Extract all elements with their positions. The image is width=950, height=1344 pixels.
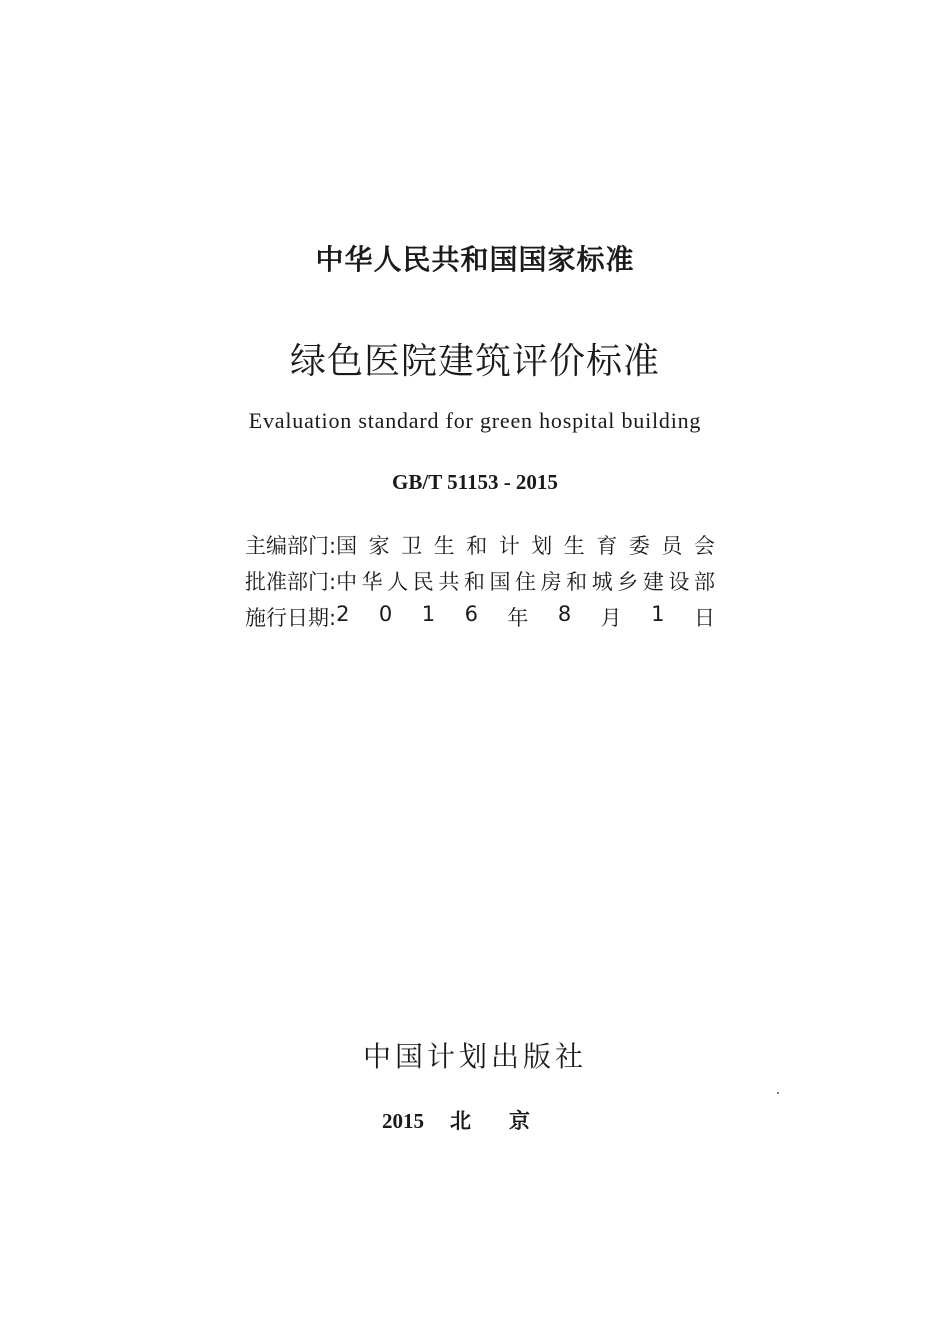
approver-row xyxy=(245,563,715,599)
publisher-name: 中国计划出版社 xyxy=(362,1040,587,1073)
approver-value xyxy=(336,566,715,596)
meta-char: 1 xyxy=(421,602,436,626)
approver-label: 批准部门: xyxy=(245,570,337,594)
meta-char: 国 xyxy=(336,534,358,558)
meta-char: 委 xyxy=(628,534,650,558)
standard-number: GB/T 51153 - 2015 xyxy=(392,470,558,494)
imprint-line xyxy=(0,1105,950,1135)
meta-char: 设 xyxy=(668,570,690,594)
meta-char: 华 xyxy=(361,570,383,594)
meta-char: 住 xyxy=(515,570,537,594)
meta-char: 0 xyxy=(378,602,393,626)
meta-char: 生 xyxy=(563,534,585,558)
meta-char: 生 xyxy=(433,534,455,558)
imprint-year: 2015 xyxy=(382,1109,424,1133)
meta-char: 8 xyxy=(557,602,572,626)
meta-char: 房 xyxy=(540,570,562,594)
meta-char: 1 xyxy=(651,602,665,626)
meta-char: 会 xyxy=(693,534,715,558)
meta-char: 部 xyxy=(693,570,715,594)
editor-row xyxy=(245,527,715,563)
meta-char: 中 xyxy=(336,570,358,594)
meta-char: 年 xyxy=(507,606,529,630)
scan-speck xyxy=(777,1092,779,1094)
document-title-chinese: 绿色医院建筑评价标准 xyxy=(289,341,660,382)
meta-char: 月 xyxy=(600,606,622,630)
meta-char: 6 xyxy=(464,602,478,626)
meta-char: 卫 xyxy=(401,534,423,558)
meta-char: 乡 xyxy=(617,570,639,594)
editor-value xyxy=(336,530,715,560)
meta-char: 和 xyxy=(566,570,588,594)
meta-char: 2 xyxy=(336,602,350,626)
meta-char: 和 xyxy=(466,534,488,558)
meta-char: 人 xyxy=(387,570,409,594)
national-standard-heading: 中华人民共和国国家标准 xyxy=(315,243,635,276)
document-title-english: Evaluation standard for green hospital building xyxy=(248,408,702,433)
metadata-block xyxy=(245,527,715,635)
meta-char: 民 xyxy=(412,570,434,594)
effective-date-row xyxy=(245,599,715,635)
meta-char: 划 xyxy=(531,534,553,558)
meta-char: 日 xyxy=(693,606,715,630)
effective-date-value xyxy=(336,602,715,632)
meta-char: 家 xyxy=(368,534,390,558)
meta-char: 共 xyxy=(438,570,460,594)
meta-char: 建 xyxy=(642,570,664,594)
meta-char: 和 xyxy=(463,570,485,594)
imprint-city: 北京 xyxy=(450,1109,568,1133)
editor-label: 主编部门: xyxy=(245,534,337,558)
meta-char: 计 xyxy=(498,534,520,558)
meta-char: 育 xyxy=(596,534,618,558)
meta-char: 国 xyxy=(489,570,511,594)
meta-char: 员 xyxy=(661,534,683,558)
effective-date-label: 施行日期: xyxy=(245,606,337,630)
meta-char: 城 xyxy=(591,570,613,594)
